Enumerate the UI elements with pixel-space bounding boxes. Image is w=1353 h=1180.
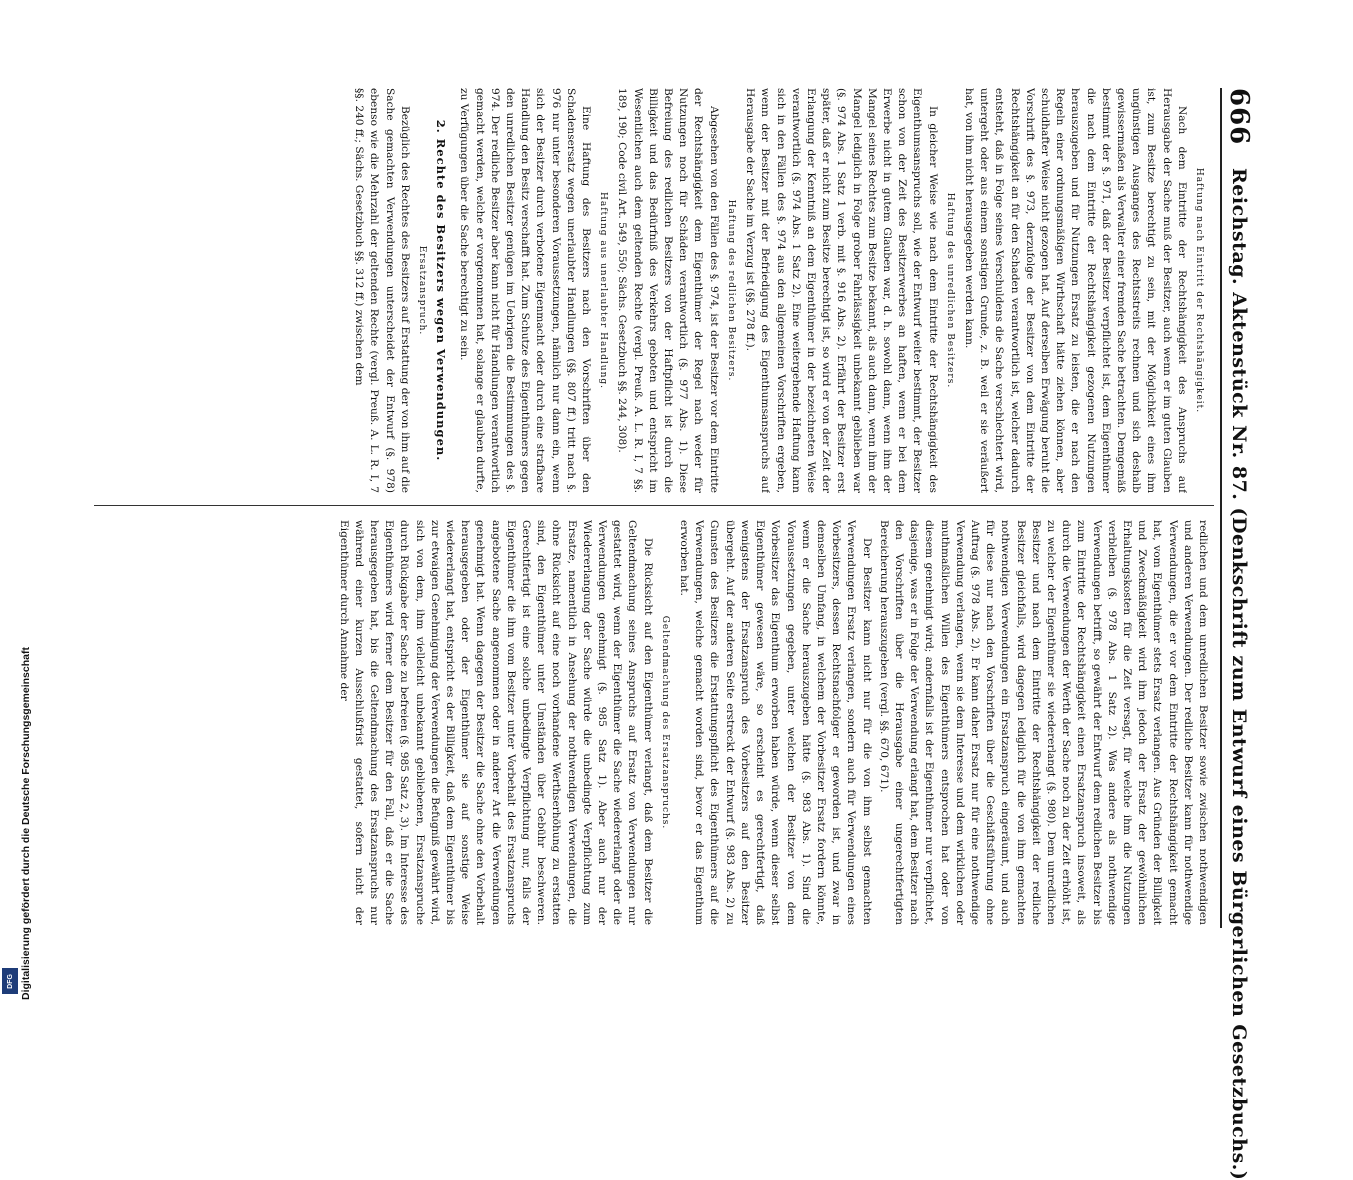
- paragraph: Abgesehen von den Fällen des §. 974, ist der Besitzer vor dem Eintritte der Rechtshängigkeit dem Eigenthümer der Regel nach weder für Nutzungen noch für Schäden verantwortlich (§. 977 Abs. 1). Diese Befreiung des redlichen Besitzers von der Haftpflicht ist durch die Billigkeit und das Bedürfniß des Verkehrs geboten und entspricht im Wesentlichen auch dem geltenden Rechte (vergl. Preuß. A. L. R. I, 7 §§. 189, 190; Code civil Art. 549, 550; Sächs. Gesetzbuch §§. 244, 308).: [616, 88, 720, 493]
- section-title: Haftung aus unerlaubter Handlung.: [598, 191, 609, 389]
- column-divider: [94, 505, 1214, 506]
- paragraph: Nach dem Eintritte der Rechtshängigkeit des Anspruchs auf Herausgabe der Sache muß der Besitzer, auch wenn er im guten Glauben ist, zum Besitze berechtigt zu sein, mit der Möglichkeit eines ihm ungünstigen Ausganges des Rechtsstreits rechnen und sich deshalb gewissermaßen als Verwalter einer fremden Sache betrachten. Demgemäß bestimmt der §. 971, daß der Besitzer verpflichtet ist, dem Eigenthümer die nach dem Eintritte der Rechtshängigkeit gezogenen Nutzungen herauszugeben und für Nutzungen Ersatz zu leisten, die er nach den Regeln einer ordnungsmäßigen Wirthschaft hätte ziehen können, aber schuldhafter Weise nicht gezogen hat. Auf derselben Erwägung beruht die Vorschrift des §. 973, derzufolge der Besitzer von dem Eintritte der Rechtshängigkeit an für den Schaden verantwortlich ist, welcher dadurch entsteht, daß in Folge seines Verschuldens die Sache verschlechtert wird, untergeht oder aus einem sonstigen Grunde, z. B. weil er sie veräußert hat, von ihm nicht herausgegeben werden kann.: [962, 88, 1188, 493]
- paragraph: Bezüglich des Rechtes des Besitzers auf Erstattung der von ihm auf die Sache gemachten Verwendungen unterscheidet der Entwurf (§. 978) ebenso wie die Mehrzahl der geltenden Rechte (vergl. Preuß. A. L. R. I, 7 §§. 240 ff.; Sächs. Gesetzbuch §§. 312 ff.) zwischen dem: [353, 88, 411, 493]
- digitization-footer: [0, 0, 32, 1000]
- page-number: 666: [1224, 88, 1254, 146]
- paragraph: redlichen und dem unredlichen Besitzer sowie zwischen nothwendigen und anderen Verwendungen. Der redliche Besitzer kann für nothwendige Verwendungen, die er vor dem Eintritte der Rechtshängigkeit gemacht hat, vom Eigenthümer stets Ersatz verlangen. Aus Gründen der Billigkeit und Zweckmäßigkeit wird ihm jedoch der Ersatz der gewöhnlichen Erhaltungskosten für die Zeit versagt, für welche ihm die Nutzungen verbleiben (§. 978 Abs. 1 Satz 2). Was andere als nothwendige Verwendungen betrifft, so gewährt der Entwurf dem redlichen Besitzer bis zum Eintritte der Rechtshängigkeit einen Ersatzanspruch insoweit, als durch die Verwendungen der Werth der Sache noch zu der Zeit erhöht ist, zu welcher der Eigenthümer sie wiedererlangt (§. 980). Dem unredlichen Besitzer und nach dem Eintritte der Rechtshängigkeit der redliche Besitzer gleichfalls, wird dagegen lediglich für die von ihm gemachten nothwendigen Verwendungen ein Ersatzanspruch eingeräumt, und auch für diese nur nach den Vorschriften über die Geschäftsführung ohne Auftrag (§. 978 Abs. 2). Er kann daher Ersatz nur für eine nothwendige Verwendung verlangen, wenn sie dem Interesse und dem wirklichen oder muthmaßlichen Willen des Eigenthümers entsprochen hat oder von diesem genehmigt wird; andernfalls ist der Eigenthümer nur verpflichtet, dasjenige, was er in Folge der Verwendung erlangt hat, dem Besitzer nach den Vorschriften über die Herausgabe einer ungerechtfertigten Bereicherung herauszugeben (vergl. §§. 670, 671).: [877, 520, 1209, 925]
- section-title: Ersatzanspruch.: [417, 245, 428, 336]
- paragraph: Der Besitzer kann nicht nur für die von ihm selbst gemachten Verwendungen Ersatz verlangen, sondern auch für Verwendungen eines Vorbesitzers, dessen Rechtsnachfolger er geworden ist, und zwar in demselben Umfang, in welchem der Vorbesitzer Ersatz fordern könnte, wenn er die Sache herauszugeben hätte (§. 983 Abs. 1). Sind die Voraussetzungen gegeben, unter welchen der Besitzer von dem Vorbesitzer das Eigenthum erworben haben würde, wenn dieser selbst Eigenthümer gewesen wäre, so erscheint es gerechtfertigt, daß wenigstens der Ersatzanspruch des Vorbesitzers auf den Besitzer übergeht. Auf der anderen Seite erstreckt der Entwurf (§. 983 Abs. 2) zu Gunsten des Besitzers die Erstattungspflicht des Eigenthümers auf die Verwendungen, welche gemacht worden sind, bevor er das Eigenthum erworben hat.: [678, 520, 873, 925]
- left-column: [95, 88, 1210, 493]
- section-heading: 2. Rechte des Besitzers wegen Verwendungen.: [434, 119, 449, 462]
- section-title: Haftung des redlichen Besitzers.: [725, 199, 736, 382]
- funding-credit: Digitalisierung gefördert durch die Deutsche Forschungsgemeinschaft: [20, 647, 32, 1000]
- section-title: Haftung des unredlichen Besitzers.: [944, 192, 955, 389]
- dfg-logo-icon: [2, 968, 18, 994]
- section-title: Haftung nach Eintritt der Rechtshängigkeit.: [1194, 167, 1204, 414]
- running-head: Reichstag. Aktenstück Nr. 87. (Denkschrift zum Entwurf eines Bürgerlichen Gesetzbuchs.): [1228, 168, 1250, 1180]
- paragraph: In gleicher Weise wie nach dem Eintritte der Rechtshängigkeit des Eigenthumsanspruchs soll, wie der Entwurf weiter bestimmt, der Besitzer schon von der Zeit des Besitzerwerbes an haften, wenn er bei dem Erwerbe nicht in gutem Glauben war, d. h. sowohl dann, wenn ihm der Mangel seines Rechtes zum Besitze bekannt, als auch dann, wenn ihm der Mangel lediglich in Folge grober Fahrlässigkeit unbekannt geblieben war (§. 974 Abs. 1 Satz 1 verb. mit §. 916 Abs. 2). Erfährt der Besitzer erst später, daß er nicht zum Besitze berechtigt ist, so wird er von der Zeit der Erlangung der Kenntniß an dem Eigenthümer in der bezeichneten Weise verantwortlich (§. 974 Abs. 1 Satz 2). Eine weitergehende Haftung kann sich in den Fällen des §. 974 aus den allgemeinen Vorschriften ergeben, wenn der Besitzer mit der Befriedigung des Eigenthumsanspruchs auf Herausgabe der Sache im Verzug ist (§§. 278 ff.).: [744, 88, 939, 493]
- page-header: [1220, 88, 1258, 1180]
- paragraph: Die Rücksicht auf den Eigenthümer verlangt, daß dem Besitzer die Geltendmachung seines Anspruchs auf Ersatz von Verwendungen nur gestattet wird, wenn der Eigenthümer die Sache wiedererlangt oder die Verwendungen genehmigt (§. 985 Satz 1). Aber auch nur der Wiedererlangung der Sache würde die unbedingte Verpflichtung zum Ersatze, namentlich in Ansehung der nothwendigen Verwendungen, die ohne Rücksicht auf eine noch vorhandene Werthserhöhung zu erstatten sind, den Eigenthümer unter Umständen über Gebühr beschweren. Gerechtfertigt ist eine solche unbedingte Verpflichtung nur, falls der Eigenthümer die ihm vom Besitzer unter Vorbehalt des Ersatzanspruchs angebotene Sache angenommen oder in anderer Art die Verwendungen genehmigt hat. Wenn dagegen der Besitzer die Sache ohne den Vorbehalt herausgegeben oder der Eigenthümer sie auf sonstige Weise wiedererlangt hat, entspricht es der Billigkeit, daß dem Eigenthümer bis zur etwaigen Genehmigung der Verwendungen die Befugniß gewährt wird, sich von dem, ihm vielleicht unbekannt gebliebenen, Ersatzanspruche durch Rückgabe der Sache zu befreien (§. 985 Satz 2, 3). Im Interesse des Eigenthümers wird ferner dem Besitzer für den Fall, daß er die Sache herausgegeben hat, bis die Geltendmachung des Ersatzanspruchs nur während einer kurzen Ausschlußfrist gestattet, sofern nicht der Eigenthümer durch Annahme der: [337, 520, 654, 925]
- section-title: Geltendmachung des Ersatzanspruchs.: [659, 615, 670, 830]
- logo-text: DFG: [6, 973, 14, 989]
- paragraph: Eine Haftung des Besitzers nach den Vorschriften über den Schadensersatz wegen unerlaubter Handlungen (§§. 807 ff.) tritt nach §. 976 nur unter besonderen Voraussetzungen, nämlich nur dann ein, wenn sich der Besitzer durch verbotene Eigenmacht oder durch eine strafbare Handlung den Besitz verschafft hat. Zum Schutze des Eigenthümers gegen den unredlichen Besitzer genügen im Uebrigen die Bestimmungen des §. 974. Der redliche Besitzer aber kann nicht für Handlungen verantwortlich gemacht werden, welche er vorgenommen hat, solange er glauben durfte, zu Verfügungen über die Sache berechtigt zu sein.: [458, 88, 593, 493]
- scanned-document-page: [83, 88, 1258, 1180]
- right-column: [95, 520, 1210, 925]
